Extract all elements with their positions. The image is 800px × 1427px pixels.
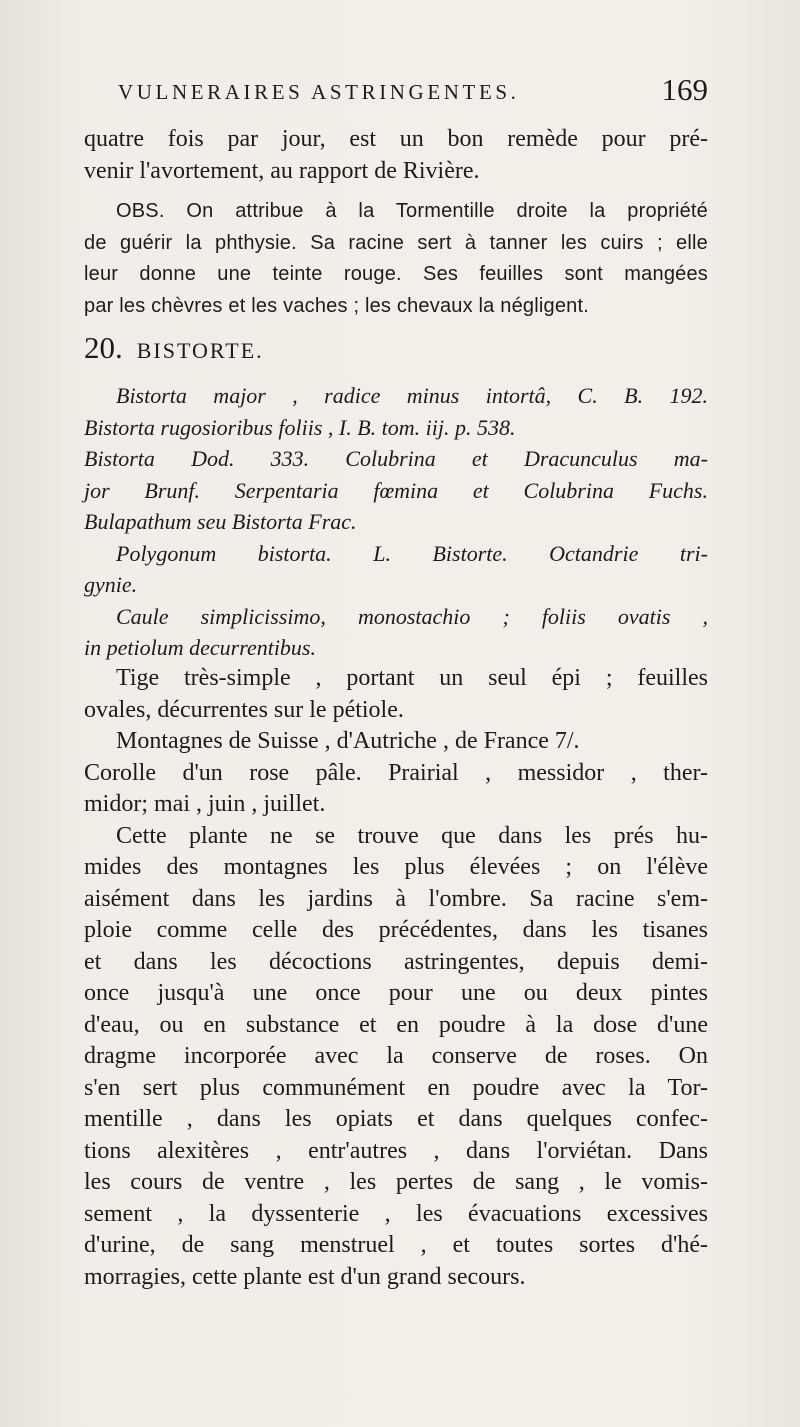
text-line: mentille , dans les opiats et dans quelques confec- [84, 1106, 708, 1132]
text-line: Montagnes de Suisse , d'Autriche , de France 7/. [116, 728, 580, 754]
text-line: mides des montagnes les plus élevées ; on l'élève [84, 854, 708, 880]
text-line: midor; mai , juin , juillet. [84, 791, 326, 817]
text-line: d'eau, ou en substance et en poudre à la dose d'une [84, 1011, 708, 1038]
section-title: BISTORTE. [136, 338, 264, 363]
section-heading [84, 330, 264, 376]
synonym-line: Bulapathum seu Bistorta Frac. [84, 509, 357, 534]
text-line: once jusqu'à une once pour une ou deux pintes [84, 980, 708, 1006]
text-line: aisément dans les jardins à l'ombre. Sa racine s'em- [84, 885, 708, 912]
text-line: d'urine, de sang menstruel , et toutes sortes d'hé- [84, 1232, 708, 1258]
text-line: et dans les décoctions astringentes, depuis demi- [84, 948, 708, 975]
text-line: quatre fois par jour, est un bon remède pour pré- [84, 126, 708, 152]
text-line: ploie comme celle des précédentes, dans les tisanes [84, 917, 708, 943]
text-line: dragme incorporée avec la conserve de roses. On [84, 1043, 708, 1069]
text-line: par les chèvres et les vaches ; les chevaux la négligent. [84, 294, 590, 317]
linnaean-name-line: Polygonum bistorta. L. Bistorte. Octandrie tri- [116, 540, 708, 566]
synonym-line: Bistorta major , radice minus intortâ, C. B. 192. [116, 383, 708, 408]
linnaean-name-line: gynie. [84, 572, 138, 597]
text-line: venir l'avortement, au rapport de Rivière. [84, 157, 480, 184]
synonyms-block [84, 380, 708, 664]
text-line: ovales, décurrentes sur le pétiole. [84, 696, 404, 723]
running-title: VULNERAIRES ASTRINGENTES. [118, 80, 520, 104]
observation-note [84, 196, 708, 322]
latin-diagnosis-line: Caule simplicissimo, monostachio ; foliis ovatis , [116, 603, 708, 629]
synonym-line: Bistorta Dod. 333. Colubrina et Dracunculus ma- [84, 446, 708, 471]
description-paragraph [84, 663, 708, 1293]
page-number: 169 [661, 72, 708, 107]
continuation-paragraph [84, 124, 708, 187]
text-line: Cette plante ne se trouve que dans les prés hu- [116, 822, 708, 849]
text-line: Corolle d'un rose pâle. Prairial , messidor , ther- [84, 759, 708, 786]
text-line: les cours de ventre , les pertes de sang , le vomis- [84, 1169, 708, 1195]
text-line: tions alexitères , entr'autres , dans l'orviétan. Dans [84, 1137, 708, 1164]
section-number: 20. [84, 330, 123, 365]
latin-diagnosis-line: in petiolum decurrentibus. [84, 635, 316, 660]
text-line: sement , la dyssenterie , les évacuations excessives [84, 1200, 708, 1227]
text-line: de guérir la phthysie. Sa racine sert à tanner les cuirs ; elle [84, 231, 708, 254]
synonym-line: jor Brunf. Serpentaria fœmina et Colubrina Fuchs. [84, 477, 708, 503]
page-header [118, 72, 708, 112]
synonym-line: Bistorta rugosioribus foliis , I. B. tom. iij. p. 538. [84, 414, 516, 440]
text-line: Tige très-simple , portant un seul épi ; feuilles [116, 665, 708, 691]
text-line: OBS. On attribue à la Tormentille droite la propriété [116, 200, 708, 222]
text-line: morragies, cette plante est d'un grand secours. [84, 1263, 526, 1290]
text-line: s'en sert plus communément en poudre avec la Tor- [84, 1074, 708, 1101]
text-line: leur donne une teinte rouge. Ses feuilles sont mangées [84, 263, 708, 285]
